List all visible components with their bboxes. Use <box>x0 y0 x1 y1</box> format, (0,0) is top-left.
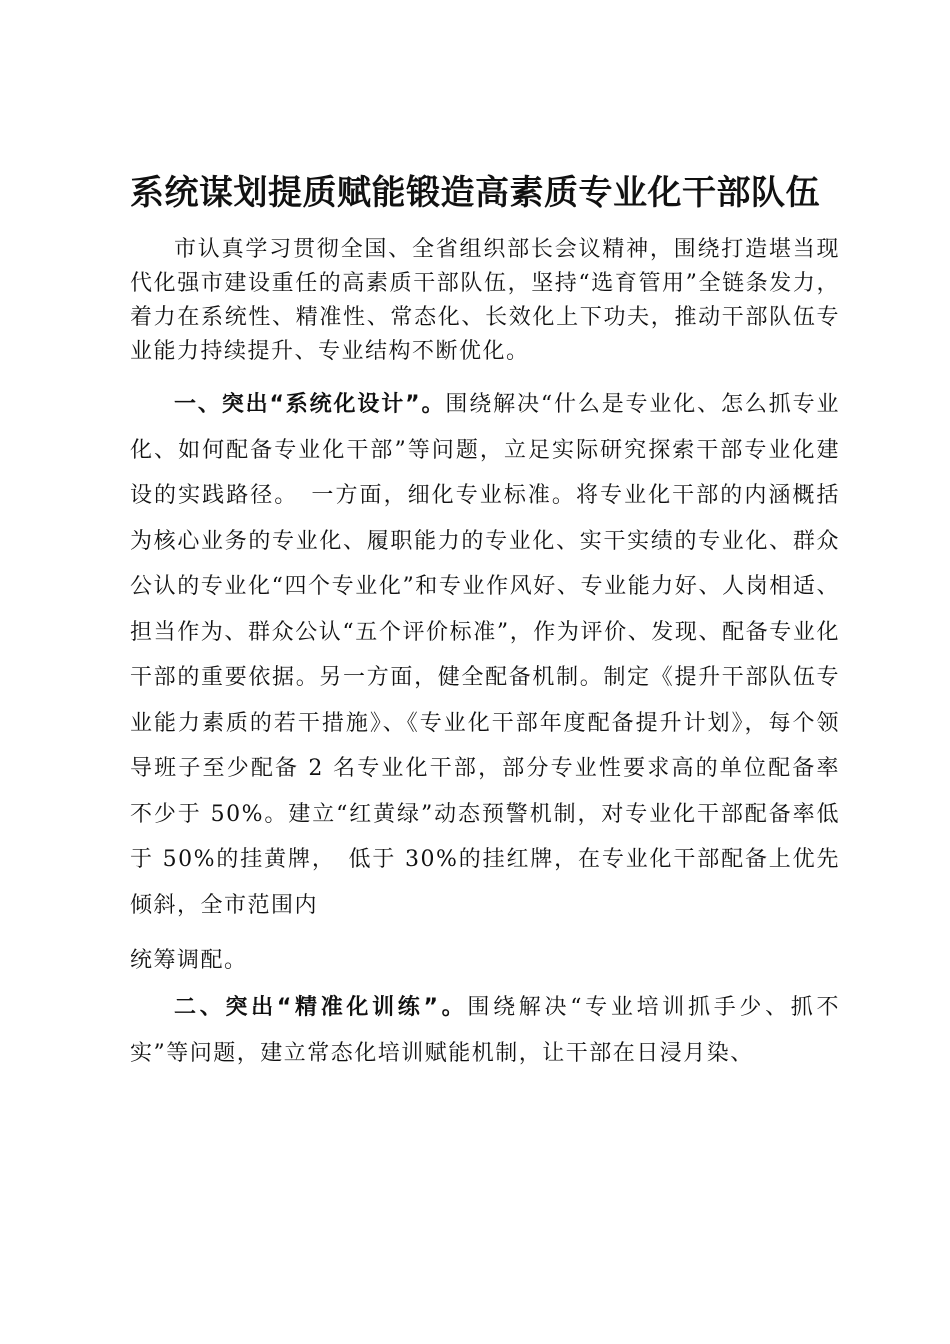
section-1-heading: 一、突出“系统化设计”。 <box>174 392 446 417</box>
section-2-text: 围绕解决“专业培训抓手少、抓不实”等问题，建立常态化培训赋能机制，让干部在日浸月染、 <box>130 995 841 1066</box>
intro-paragraph: 市认真学习贯彻全国、全省组织部长会议精神，围绕打造堪当现代化强市建设重任的高素质干部队伍，坚持“选育管用”全链条发力，着力在系统性、精准性、常态化、长效化上下功夫，推动干部队伍专业能力持续提升、专业结构不断优化。 <box>130 237 840 364</box>
document-title: 系统谋划提质赋能锻造高素质专业化干部队伍 <box>130 173 820 213</box>
section-1-paragraph <box>130 382 840 928</box>
section-2-heading: 二、突出“精准化训练”。 <box>174 995 468 1020</box>
section-1-text: 围绕解决“什么是专业化、怎么抓专业化、如何配备专业化干部”等问题，立足实际研究探索干部专业化建设的实践路径。 一方面，细化专业标准。将专业化干部的内涵概括为核心业务的专业化、履职能力的专业化、实干实绩的专业化、群众公认的专业化“四个专业化”和专业作风好、专业能力好、人岗相适、担当作为、群众公认“五个评价标准”，作为评价、发现、配备专业化干部的重要依据。另一方面，健全配备机制。制定《提升干部队伍专业能力素质的若干措施》、《专业化干部年度配备提升计划》，每个领导班子至少配备 2 名专业化干部，部分专业性要求高的单位配备率不少于 50%。建立“红黄绿”动态预警机制，对专业化干部配备率低于 50%的挂黄牌， 低于 30%的挂红牌，在专业化干部配备上优先倾斜，全市范围内 <box>130 392 841 918</box>
section-2-paragraph <box>130 985 840 1076</box>
section-1-tail: 统筹调配。 <box>130 948 248 973</box>
